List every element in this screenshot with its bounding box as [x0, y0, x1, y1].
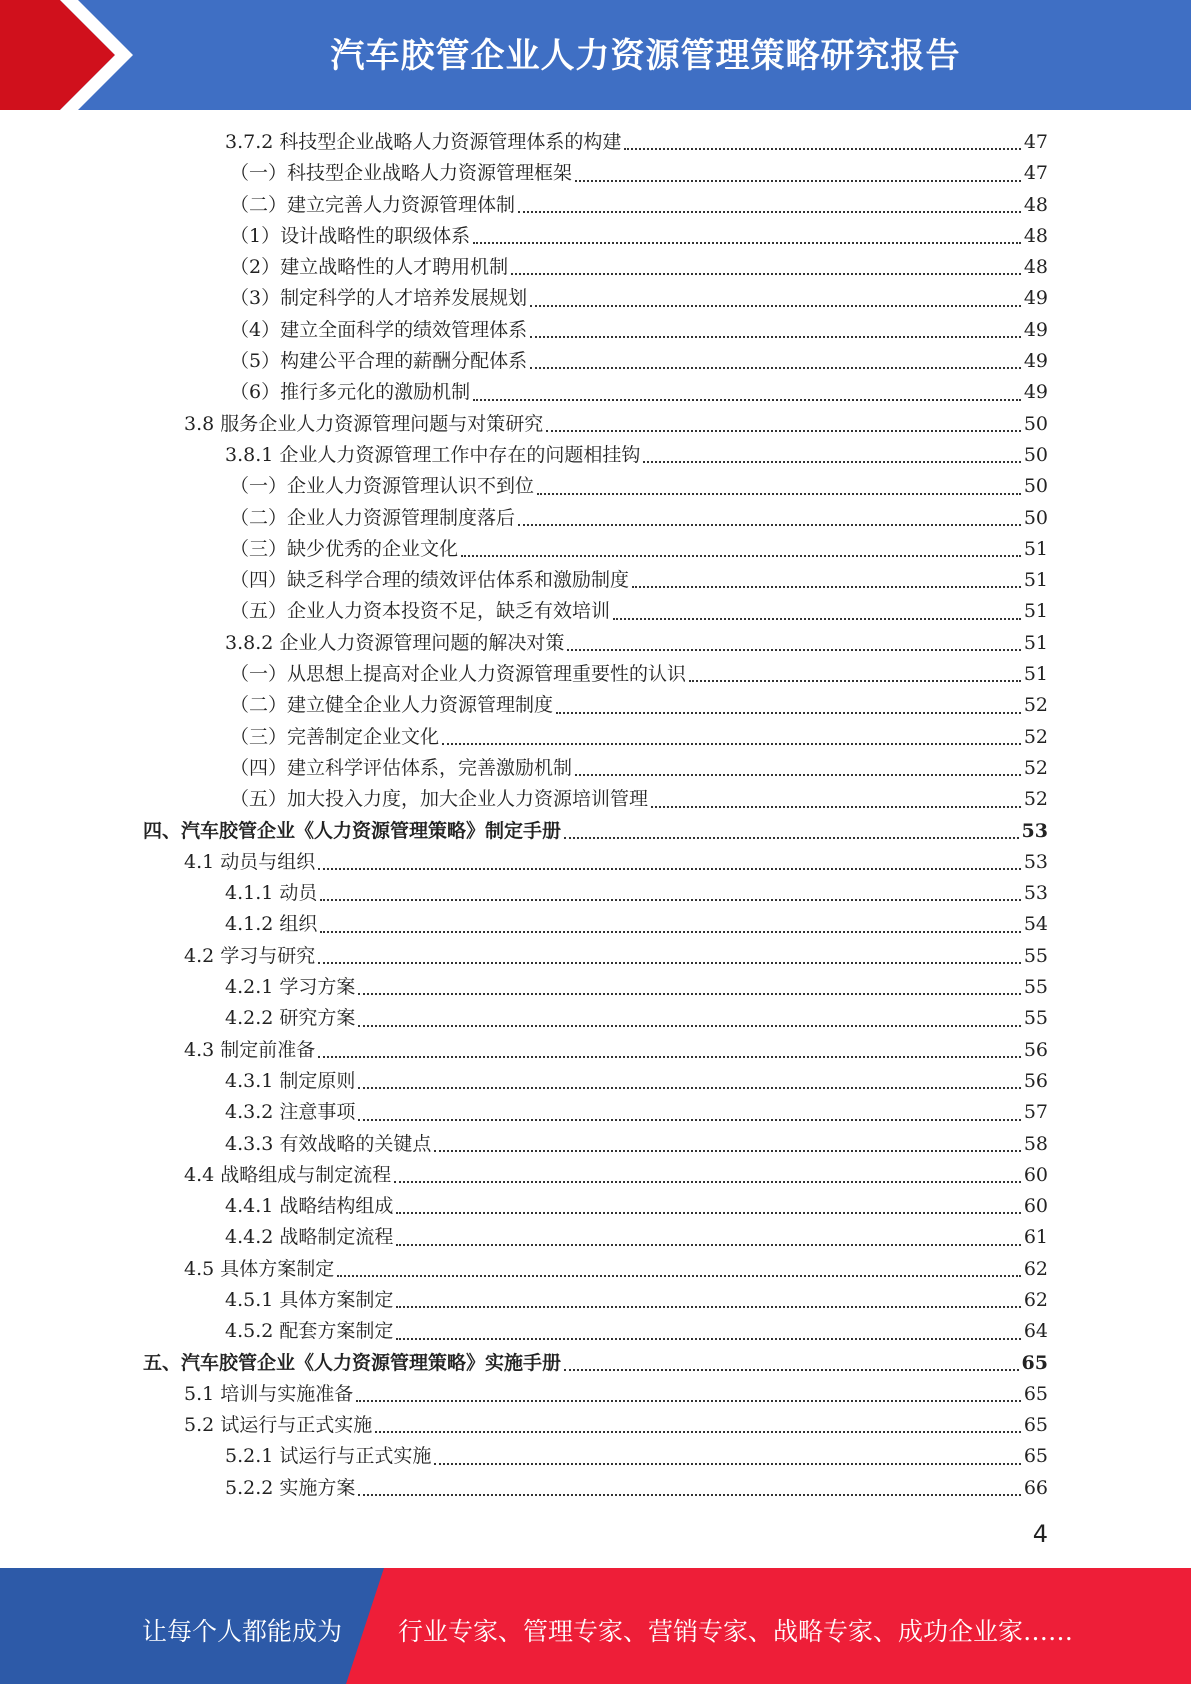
toc-leader-dots [556, 712, 1021, 714]
toc-entry-page: 51 [1023, 663, 1048, 686]
toc-leader-dots [689, 680, 1021, 682]
toc-entry[interactable] [0, 503, 1191, 534]
toc-entry-title: 5.2.2 实施方案 [225, 1476, 356, 1499]
toc-entry-page: 51 [1023, 537, 1048, 560]
toc-entry[interactable] [0, 252, 1191, 283]
toc-entry-title: （1）设计战略性的职级体系 [230, 224, 471, 247]
toc-entry-page: 49 [1023, 381, 1048, 404]
toc-leader-dots [530, 305, 1021, 307]
toc-leader-dots [318, 868, 1021, 870]
toc-entry-title: （一）从思想上提高对企业人力资源管理重要性的认识 [230, 663, 687, 686]
toc-entry-page: 51 [1023, 569, 1048, 592]
toc-entry-page: 62 [1023, 1288, 1048, 1311]
toc-entry[interactable] [0, 1222, 1191, 1253]
toc-entry-title: （2）建立战略性的人才聘用机制 [230, 256, 509, 279]
toc-leader-dots [318, 1056, 1021, 1058]
toc-entry-page: 50 [1023, 443, 1048, 466]
toc-leader-dots [530, 367, 1021, 369]
toc-entry-page: 56 [1023, 1038, 1048, 1061]
toc-entry[interactable] [0, 972, 1191, 1003]
toc-leader-dots [375, 1431, 1021, 1433]
toc-entry-title: 4.1.1 动员 [225, 882, 318, 905]
toc-entry-title: 4.3.1 制定原则 [225, 1069, 356, 1092]
toc-entry[interactable] [0, 1285, 1191, 1316]
toc-entry[interactable] [0, 158, 1191, 189]
toc-entry-title: 4.1.2 组织 [225, 913, 318, 936]
toc-leader-dots [575, 774, 1021, 776]
toc-entry-page: 52 [1023, 694, 1048, 717]
toc-entry-title: （3）制定科学的人才培养发展规划 [230, 287, 528, 310]
toc-entry[interactable] [0, 753, 1191, 784]
toc-entry-page: 52 [1023, 725, 1048, 748]
toc-entry-title: 四、汽车胶管企业《人力资源管理策略》制定手册 [143, 819, 562, 842]
toc-entry[interactable] [0, 346, 1191, 377]
toc-entry-title: （二）建立完善人力资源管理体制 [230, 193, 516, 216]
toc-entry-title: 4.5.1 具体方案制定 [225, 1288, 394, 1311]
page-header [0, 0, 1191, 110]
toc-leader-dots [358, 1494, 1020, 1496]
toc-entry-page: 52 [1023, 756, 1048, 779]
toc-entry-page: 64 [1023, 1320, 1048, 1343]
toc-entry-page: 58 [1023, 1132, 1048, 1155]
toc-leader-dots [396, 1212, 1020, 1214]
toc-entry-title: （二）建立健全企业人力资源管理制度 [230, 694, 554, 717]
toc-leader-dots [320, 931, 1020, 933]
toc-entry[interactable] [0, 1035, 1191, 1066]
toc-entry[interactable] [0, 1191, 1191, 1222]
toc-entry[interactable] [0, 221, 1191, 252]
toc-entry-title: 4.2.2 研究方案 [225, 1007, 356, 1030]
toc-entry-title: 3.7.2 科技型企业战略人力资源管理体系的构建 [225, 131, 622, 153]
toc-entry-title: 4.4.2 战略制定流程 [225, 1226, 394, 1249]
table-of-contents [0, 127, 1191, 1504]
toc-entry-title: 4.4.1 战略结构组成 [225, 1195, 394, 1218]
toc-entry-page: 65 [1023, 1382, 1048, 1405]
toc-entry-title: 4.2 学习与研究 [184, 944, 316, 967]
toc-entry[interactable] [0, 127, 1191, 158]
toc-entry[interactable] [0, 878, 1191, 909]
toc-entry[interactable] [0, 1097, 1191, 1128]
toc-entry-page: 66 [1023, 1476, 1048, 1499]
toc-leader-dots [624, 148, 1020, 150]
toc-entry[interactable] [0, 1441, 1191, 1472]
toc-entry[interactable] [0, 1003, 1191, 1034]
toc-entry-title: 4.5 具体方案制定 [184, 1257, 335, 1280]
toc-entry-page: 48 [1023, 256, 1048, 279]
toc-leader-dots [632, 586, 1021, 588]
toc-entry-title: 5.2 试运行与正式实施 [184, 1414, 373, 1437]
toc-entry[interactable] [0, 1473, 1191, 1504]
toc-entry-title: （4）建立全面科学的绩效管理体系 [230, 318, 528, 341]
toc-leader-dots [318, 962, 1021, 964]
page-footer [0, 1568, 1191, 1684]
toc-leader-dots [434, 1150, 1020, 1152]
toc-entry-title: 3.8 服务企业人力资源管理问题与对策研究 [184, 412, 544, 435]
toc-entry[interactable] [0, 471, 1191, 502]
toc-entry-page: 49 [1023, 318, 1048, 341]
toc-entry-page: 47 [1023, 131, 1048, 153]
toc-entry-page: 53 [1023, 850, 1048, 873]
toc-entry[interactable] [0, 722, 1191, 753]
toc-entry-title: 4.3.2 注意事项 [225, 1101, 356, 1124]
toc-leader-dots [643, 461, 1020, 463]
toc-entry-page: 49 [1023, 350, 1048, 373]
toc-entry[interactable] [0, 847, 1191, 878]
toc-entry-page: 60 [1023, 1163, 1048, 1186]
toc-entry[interactable] [0, 784, 1191, 815]
toc-entry-page: 52 [1023, 788, 1048, 811]
toc-entry-page: 51 [1023, 600, 1048, 623]
header-chevron-decoration [0, 0, 200, 110]
toc-leader-dots [442, 743, 1021, 745]
toc-entry-page: 48 [1023, 193, 1048, 216]
toc-entry-title: 5.1 培训与实施准备 [184, 1382, 354, 1405]
toc-entry[interactable] [0, 690, 1191, 721]
toc-entry-page: 51 [1023, 631, 1048, 654]
toc-entry[interactable] [0, 628, 1191, 659]
toc-entry-page: 65 [1021, 1351, 1048, 1374]
toc-entry-page: 55 [1023, 1007, 1048, 1030]
toc-entry[interactable] [0, 1410, 1191, 1441]
toc-entry-page: 56 [1023, 1069, 1048, 1092]
toc-entry[interactable] [0, 409, 1191, 440]
toc-leader-dots [358, 1087, 1020, 1089]
toc-entry[interactable] [0, 565, 1191, 596]
toc-entry[interactable] [0, 440, 1191, 471]
toc-entry[interactable] [0, 1379, 1191, 1410]
toc-entry-page: 54 [1023, 913, 1048, 936]
toc-entry-page: 47 [1023, 162, 1048, 185]
toc-entry-title: （二）企业人力资源管理制度落后 [230, 506, 516, 529]
toc-entry-title: （5）构建公平合理的薪酬分配体系 [230, 350, 528, 373]
toc-entry[interactable] [0, 941, 1191, 972]
toc-entry[interactable] [0, 1316, 1191, 1347]
toc-entry[interactable] [0, 909, 1191, 940]
toc-entry[interactable] [0, 283, 1191, 314]
toc-entry-title: 4.2.1 学习方案 [225, 976, 356, 999]
toc-entry-title: （6）推行多元化的激励机制 [230, 381, 471, 404]
toc-leader-dots [358, 1025, 1020, 1027]
toc-entry-page: 57 [1023, 1101, 1048, 1124]
toc-entry-page: 60 [1023, 1195, 1048, 1218]
toc-entry-page: 50 [1023, 506, 1048, 529]
toc-leader-dots [356, 1400, 1021, 1402]
toc-leader-dots [473, 242, 1021, 244]
toc-entry-page: 50 [1023, 475, 1048, 498]
toc-entry-page: 48 [1023, 224, 1048, 247]
footer-slogan-right: 行业专家、管理专家、营销专家、战略专家、成功企业家…… [398, 1617, 1074, 1646]
toc-leader-dots [567, 649, 1020, 651]
toc-entry-title: （五）企业人力资本投资不足，缺乏有效培训 [230, 600, 611, 623]
toc-leader-dots [358, 993, 1020, 995]
toc-entry-title: （三）缺少优秀的企业文化 [230, 537, 459, 560]
toc-leader-dots [396, 1338, 1020, 1340]
toc-leader-dots [358, 1119, 1020, 1121]
toc-entry-title: 五、汽车胶管企业《人力资源管理策略》实施手册 [143, 1351, 562, 1374]
toc-entry-title: 3.8.2 企业人力资源管理问题的解决对策 [225, 631, 565, 654]
toc-leader-dots [396, 1244, 1020, 1246]
toc-leader-dots [396, 1306, 1020, 1308]
toc-leader-dots [537, 493, 1021, 495]
toc-entry-page: 50 [1023, 412, 1048, 435]
toc-entry-title: 4.5.2 配套方案制定 [225, 1320, 394, 1343]
toc-entry[interactable] [0, 659, 1191, 690]
toc-leader-dots [546, 430, 1021, 432]
toc-entry[interactable] [0, 1254, 1191, 1285]
toc-leader-dots [434, 1463, 1020, 1465]
toc-entry[interactable] [0, 1160, 1191, 1191]
toc-entry-title: （一）企业人力资源管理认识不到位 [230, 475, 535, 498]
toc-entry-title: （一）科技型企业战略人力资源管理框架 [230, 162, 573, 185]
toc-entry[interactable] [0, 596, 1191, 627]
toc-entry[interactable] [0, 534, 1191, 565]
page-number: 4 [1032, 1520, 1048, 1548]
toc-entry[interactable] [0, 1066, 1191, 1097]
toc-leader-dots [394, 1181, 1021, 1183]
toc-entry-title: （三）完善制定企业文化 [230, 725, 440, 748]
toc-leader-dots [530, 336, 1021, 338]
toc-entry-title: 5.2.1 试运行与正式实施 [225, 1445, 432, 1468]
toc-entry[interactable] [0, 315, 1191, 346]
toc-leader-dots [518, 524, 1021, 526]
toc-entry-title: （四）建立科学评估体系，完善激励机制 [230, 756, 573, 779]
toc-entry[interactable] [0, 377, 1191, 408]
toc-leader-dots [461, 555, 1021, 557]
toc-leader-dots [518, 211, 1021, 213]
toc-entry[interactable] [0, 190, 1191, 221]
toc-entry-page: 65 [1023, 1414, 1048, 1437]
toc-entry-page: 53 [1021, 819, 1048, 842]
toc-leader-dots [564, 1369, 1019, 1371]
toc-leader-dots [564, 837, 1019, 839]
toc-entry-title: 3.8.1 企业人力资源管理工作中存在的问题相挂钩 [225, 443, 641, 466]
toc-leader-dots [613, 618, 1021, 620]
toc-entry-title: （四）缺乏科学合理的绩效评估体系和激励制度 [230, 569, 630, 592]
toc-leader-dots [473, 399, 1021, 401]
toc-entry-page: 53 [1023, 882, 1048, 905]
toc-entry-page: 49 [1023, 287, 1048, 310]
toc-leader-dots [511, 273, 1021, 275]
toc-entry-title: 4.3 制定前准备 [184, 1038, 316, 1061]
toc-entry-title: 4.1 动员与组织 [184, 850, 316, 873]
toc-entry-page: 55 [1023, 976, 1048, 999]
toc-leader-dots [575, 180, 1021, 182]
toc-entry[interactable] [0, 816, 1191, 847]
toc-entry-title: 4.4 战略组成与制定流程 [184, 1163, 392, 1186]
toc-leader-dots [320, 899, 1020, 901]
toc-entry-page: 65 [1023, 1445, 1048, 1468]
toc-entry-title: 4.3.3 有效战略的关键点 [225, 1132, 432, 1155]
toc-entry-title: （五）加大投入力度，加大企业人力资源培训管理 [230, 788, 649, 811]
toc-entry-page: 61 [1023, 1226, 1048, 1249]
footer-slogan-left: 让每个人都能成为 [142, 1617, 343, 1646]
toc-leader-dots [337, 1275, 1021, 1277]
toc-leader-dots [651, 806, 1021, 808]
toc-entry[interactable] [0, 1129, 1191, 1160]
toc-entry-page: 62 [1023, 1257, 1048, 1280]
toc-entry-page: 55 [1023, 944, 1048, 967]
toc-entry[interactable] [0, 1348, 1191, 1379]
header-title: 汽车胶管企业人力资源管理策略研究报告 [330, 36, 961, 76]
